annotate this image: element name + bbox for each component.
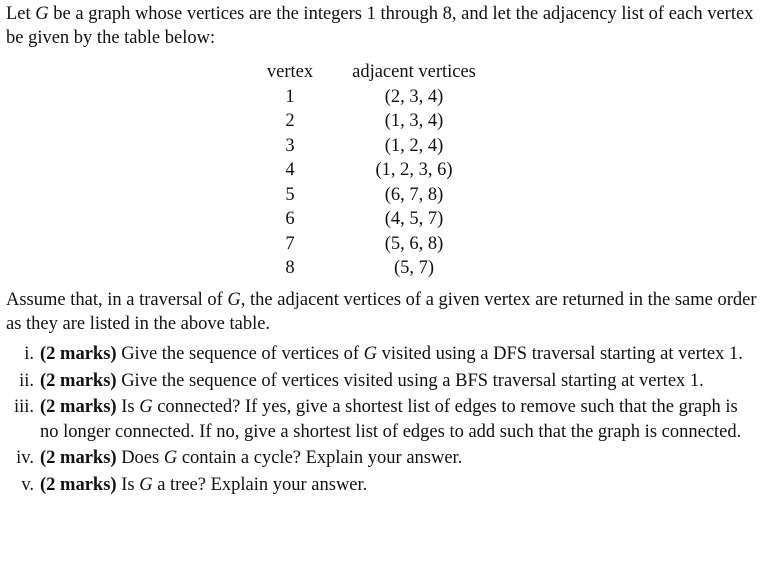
table-row [262, 109, 496, 134]
header-vertex: vertex [266, 62, 314, 82]
question-marks: (2 marks) [40, 370, 117, 391]
question-text-start: Give the sequence of vertices of [116, 344, 364, 364]
adjacent-cell: (4, 5, 7) [384, 209, 444, 229]
adjacent-cell: (2, 3, 4) [384, 86, 444, 107]
question-text-end: visited using a DFS traversal starting at vertex 1. [377, 344, 743, 364]
table-row [262, 183, 496, 208]
intro-graph-variable: G [35, 4, 49, 24]
question-graph-variable: G [139, 397, 153, 417]
question-text-start: Is [116, 474, 140, 495]
assumption-text-start: Assume that, in a traversal of [6, 290, 228, 310]
adjacent-cell: (5, 6, 8) [384, 233, 444, 254]
vertex-cell: 3 [285, 135, 295, 156]
assumption-text-end: , the adjacent vertices of a given vertex are returned in the same order as they are listed in the above table. [6, 290, 757, 334]
question-text-start: Is [116, 397, 140, 417]
adjacent-cell: (6, 7, 8) [384, 184, 444, 205]
question-text-end: contain a cycle? Explain your answer. [177, 448, 463, 468]
question-number: ii. [19, 370, 34, 391]
adjacency-table-header [262, 60, 496, 85]
question-text-end: connected? If yes, give a shortest list of edges to remove such that the graph is no longer connected. If no, give a shortest list of edges to add such that the graph is connected. [40, 397, 742, 442]
question-number: v. [21, 474, 34, 495]
vertex-cell: 5 [285, 184, 295, 205]
table-row [262, 207, 496, 232]
adjacency-table [262, 60, 496, 281]
question-marks: (2 marks) [40, 448, 117, 468]
intro-paragraph [6, 2, 758, 50]
table-row [262, 256, 496, 281]
question-list [0, 342, 760, 499]
table-row [262, 232, 496, 257]
adjacent-cell: (1, 3, 4) [384, 111, 444, 131]
assumption-paragraph [6, 288, 758, 336]
vertex-cell: 2 [285, 111, 295, 131]
assumption-graph-variable: G [227, 290, 241, 310]
question-graph-variable: G [163, 448, 178, 468]
adjacent-cell: (5, 7) [393, 258, 435, 278]
adjacent-cell: (1, 2, 4) [384, 135, 444, 156]
question-marks: (2 marks) [40, 397, 117, 417]
vertex-cell: 1 [285, 86, 295, 107]
table-row [262, 158, 496, 183]
question-text-start: Does [116, 448, 164, 468]
question-item [0, 446, 760, 471]
table-row [262, 134, 496, 159]
question-graph-variable: G [363, 344, 378, 364]
vertex-cell: 8 [285, 258, 295, 278]
question-text-end: a tree? Explain your answer. [152, 474, 368, 495]
intro-text-start: Let [6, 4, 36, 24]
table-row [262, 85, 496, 110]
vertex-cell: 6 [285, 209, 295, 229]
question-item [0, 395, 760, 444]
question-item [0, 342, 760, 367]
vertex-cell: 7 [285, 233, 295, 254]
intro-text-end: be a graph whose vertices are the integers 1 through 8, and let the adjacency list of each vertex be given by the table below: [6, 4, 754, 48]
question-number: i. [24, 344, 34, 364]
adjacent-cell: (1, 2, 3, 6) [375, 160, 453, 180]
question-marks: (2 marks) [40, 474, 117, 495]
question-number: iv. [16, 448, 34, 468]
question-graph-variable: G [139, 474, 153, 495]
question-text-start: Give the sequence of vertices visited using a BFS traversal starting at vertex 1. [116, 370, 704, 391]
header-adjacent-vertices: adjacent vertices [352, 62, 476, 82]
question-item [0, 473, 760, 498]
question-item [0, 369, 760, 394]
question-marks: (2 marks) [40, 344, 117, 364]
question-number: iii. [13, 397, 34, 417]
vertex-cell: 4 [285, 160, 295, 180]
